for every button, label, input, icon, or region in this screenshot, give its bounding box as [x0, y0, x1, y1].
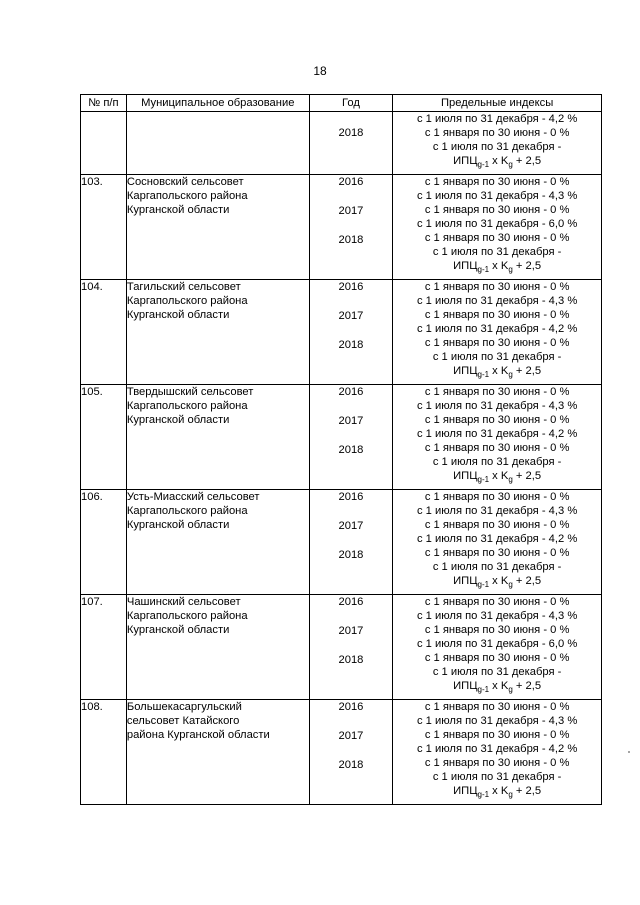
index-line: с 1 июля по 31 декабря - 4,2 % — [416, 533, 578, 545]
ipc-addend: + 2,5 — [512, 260, 542, 272]
header-municipality: Муниципальное образование — [126, 95, 309, 112]
municipality-line: Большекасаргульский — [126, 701, 242, 713]
ipc-label: ИПЦ — [453, 155, 478, 167]
municipality-line: Усть-Миасский сельсовет — [126, 491, 260, 503]
index-line: с 1 января по 30 июня - 0 % — [424, 309, 570, 321]
row-indices-cell — [393, 595, 602, 700]
ipc-label: ИПЦ — [453, 470, 478, 482]
ipc-subscript: g-1 — [477, 580, 490, 589]
index-line: с 1 июля по 31 декабря - — [432, 141, 562, 153]
index-line: с 1 июля по 31 декабря - 4,2 % — [416, 113, 578, 125]
row-year-cell — [309, 700, 393, 805]
year-value: 2016 — [338, 491, 364, 503]
index-line: с 1 июля по 31 декабря - 4,3 % — [416, 505, 578, 517]
row-municipality-cell — [126, 385, 309, 490]
year-value: 2016 — [338, 386, 364, 398]
year-value: 2016 — [338, 176, 364, 188]
k-subscript: g — [508, 160, 513, 169]
year-value: 2018 — [338, 444, 364, 456]
table-header-row — [81, 95, 602, 112]
row-indices-cell — [393, 490, 602, 595]
table-row — [81, 280, 602, 385]
row-number: 107. — [81, 596, 103, 608]
row-indices-cell — [393, 112, 602, 175]
ipc-subscript: g-1 — [477, 790, 490, 799]
index-line: с 1 января по 30 июня - 0 % — [424, 624, 570, 636]
row-municipality-cell — [126, 490, 309, 595]
ipc-formula — [393, 784, 601, 804]
index-line: с 1 июля по 31 декабря - 4,3 % — [416, 295, 578, 307]
municipality-line: Твердышский сельсовет — [126, 386, 254, 398]
table-row — [81, 385, 602, 490]
row-year-cell — [309, 490, 393, 595]
row-num-cell — [81, 385, 127, 490]
row-indices-cell — [393, 385, 602, 490]
price-index-table — [80, 94, 602, 805]
ipc-formula — [393, 364, 601, 384]
index-line: с 1 июля по 31 декабря - 4,2 % — [416, 323, 578, 335]
municipality-line: Чашинский сельсовет — [126, 596, 241, 608]
k-label: x K — [489, 260, 509, 272]
municipality-line: района Курганской области — [126, 729, 270, 741]
header-indices: Предельные индексы — [393, 95, 602, 112]
index-line: с 1 января по 30 июня - 0 % — [424, 596, 570, 608]
ipc-label: ИПЦ — [453, 680, 478, 692]
municipality-line: Каргапольского района — [126, 295, 248, 307]
row-year-cell — [309, 280, 393, 385]
header-year: Год — [309, 95, 393, 112]
k-label: x K — [489, 155, 509, 167]
row-number: 103. — [81, 176, 103, 188]
ipc-addend: + 2,5 — [512, 785, 542, 797]
year-value: 2018 — [338, 549, 364, 561]
table-body — [81, 112, 602, 805]
k-subscript: g — [508, 685, 513, 694]
ipc-addend: + 2,5 — [512, 680, 542, 692]
k-subscript: g — [508, 580, 513, 589]
index-line: с 1 июля по 31 декабря - 4,2 % — [416, 743, 578, 755]
year-value: 2017 — [338, 730, 364, 742]
index-line: с 1 июля по 31 декабря - — [432, 666, 562, 678]
year-value: 2018 — [338, 234, 364, 246]
row-indices-cell — [393, 700, 602, 805]
index-line: с 1 января по 30 июня - 0 % — [424, 442, 570, 454]
page-number: 18 — [313, 64, 327, 78]
index-line: с 1 января по 30 июня - 0 % — [424, 281, 570, 293]
index-line: с 1 июля по 31 декабря - — [432, 771, 562, 783]
year-value: 2017 — [338, 205, 364, 217]
municipality-line: Курганской области — [126, 309, 230, 321]
scan-dot — [628, 751, 630, 753]
ipc-addend: + 2,5 — [512, 365, 542, 377]
ipc-subscript: g-1 — [477, 265, 490, 274]
municipality-line: Каргапольского района — [126, 505, 248, 517]
index-line: с 1 января по 30 июня - 0 % — [424, 729, 570, 741]
row-municipality-cell — [126, 700, 309, 805]
index-line: с 1 января по 30 июня - 0 % — [424, 414, 570, 426]
index-line: с 1 июля по 31 декабря - 6,0 % — [416, 218, 578, 230]
municipality-line: Каргапольского района — [126, 400, 248, 412]
row-indices-cell — [393, 175, 602, 280]
row-num-cell — [81, 175, 127, 280]
k-subscript: g — [508, 790, 513, 799]
index-line: с 1 июля по 31 декабря - 6,0 % — [416, 638, 578, 650]
index-line: с 1 июля по 31 декабря - 4,3 % — [416, 610, 578, 622]
index-line: с 1 июля по 31 декабря - 4,3 % — [416, 190, 578, 202]
index-line: с 1 января по 30 июня - 0 % — [424, 386, 570, 398]
year-value: 2016 — [338, 281, 364, 293]
row-num-cell — [81, 595, 127, 700]
municipality-line: Тагильский сельсовет — [126, 281, 241, 293]
ipc-formula — [393, 469, 601, 489]
k-subscript: g — [508, 475, 513, 484]
row-num-cell — [81, 700, 127, 805]
year-value: 2016 — [338, 701, 364, 713]
year-value: 2017 — [338, 520, 364, 532]
ipc-subscript: g-1 — [477, 685, 490, 694]
row-number: 108. — [81, 701, 103, 713]
index-line: с 1 января по 30 июня - 0 % — [424, 701, 570, 713]
row-year-cell — [309, 175, 393, 280]
k-label: x K — [489, 365, 509, 377]
row-indices-cell — [393, 280, 602, 385]
row-num-cell — [81, 490, 127, 595]
ipc-formula — [393, 679, 601, 699]
year-value: 2016 — [338, 596, 364, 608]
index-line: с 1 января по 30 июня - 0 % — [424, 176, 570, 188]
ipc-formula — [393, 154, 601, 174]
index-line: с 1 января по 30 июня - 0 % — [424, 337, 570, 349]
row-year-cell — [309, 112, 393, 175]
table-row-continuation — [81, 112, 602, 175]
index-line: с 1 января по 30 июня - 0 % — [424, 232, 570, 244]
index-line: с 1 июля по 31 декабря - — [432, 351, 562, 363]
municipality-line: Курганской области — [126, 624, 230, 636]
index-line: с 1 января по 30 июня - 0 % — [424, 127, 570, 139]
row-number: 106. — [81, 491, 103, 503]
row-municipality-cell — [126, 112, 309, 175]
ipc-formula — [393, 574, 601, 594]
year-value: 2018 — [338, 339, 364, 351]
index-line: с 1 июля по 31 декабря - — [432, 246, 562, 258]
index-line: с 1 января по 30 июня - 0 % — [424, 491, 570, 503]
k-subscript: g — [508, 265, 513, 274]
index-line: с 1 января по 30 июня - 0 % — [424, 652, 570, 664]
ipc-addend: + 2,5 — [512, 575, 542, 587]
k-label: x K — [489, 575, 509, 587]
k-label: x K — [489, 680, 509, 692]
header-num: № п/п — [81, 95, 127, 112]
year-value: 2018 — [338, 654, 364, 666]
row-year-cell — [309, 595, 393, 700]
ipc-label: ИПЦ — [453, 365, 478, 377]
index-line: с 1 июля по 31 декабря - — [432, 456, 562, 468]
ipc-subscript: g-1 — [477, 160, 490, 169]
ipc-addend: + 2,5 — [512, 470, 542, 482]
ipc-formula — [393, 259, 601, 279]
index-line: с 1 июля по 31 декабря - 4,2 % — [416, 428, 578, 440]
index-line: с 1 января по 30 июня - 0 % — [424, 547, 570, 559]
row-num-cell — [81, 280, 127, 385]
municipality-line: Курганской области — [126, 204, 230, 216]
year-value: 2017 — [338, 625, 364, 637]
k-subscript: g — [508, 370, 513, 379]
row-municipality-cell — [126, 175, 309, 280]
year-value: 2017 — [338, 310, 364, 322]
municipality-line: Курганской области — [126, 414, 230, 426]
ipc-subscript: g-1 — [477, 370, 490, 379]
table-row — [81, 700, 602, 805]
municipality-line: Сосновский сельсовет — [126, 176, 244, 188]
index-line: с 1 января по 30 июня - 0 % — [424, 204, 570, 216]
index-line: с 1 января по 30 июня - 0 % — [424, 519, 570, 531]
table-row — [81, 175, 602, 280]
row-num-cell — [81, 112, 127, 175]
row-municipality-cell — [126, 280, 309, 385]
year-value: 2018 — [338, 759, 364, 771]
ipc-addend: + 2,5 — [512, 155, 542, 167]
index-line: с 1 января по 30 июня - 0 % — [424, 757, 570, 769]
index-line: с 1 июля по 31 декабря - — [432, 561, 562, 573]
municipality-line: сельсовет Катайского — [126, 715, 240, 727]
ipc-label: ИПЦ — [453, 260, 478, 272]
municipality-line: Каргапольского района — [126, 190, 248, 202]
k-label: x K — [489, 785, 509, 797]
year-value: 2017 — [338, 415, 364, 427]
table-row — [81, 595, 602, 700]
municipality-line: Каргапольского района — [126, 610, 248, 622]
index-line: с 1 июля по 31 декабря - 4,3 % — [416, 400, 578, 412]
ipc-label: ИПЦ — [453, 785, 478, 797]
table-row — [81, 490, 602, 595]
row-number: 104. — [81, 281, 103, 293]
municipality-line: Курганской области — [126, 519, 230, 531]
row-municipality-cell — [126, 595, 309, 700]
ipc-label: ИПЦ — [453, 575, 478, 587]
year-value: 2018 — [338, 127, 364, 139]
k-label: x K — [489, 470, 509, 482]
index-line: с 1 июля по 31 декабря - 4,3 % — [416, 715, 578, 727]
row-year-cell — [309, 385, 393, 490]
ipc-subscript: g-1 — [477, 475, 490, 484]
row-number: 105. — [81, 386, 103, 398]
